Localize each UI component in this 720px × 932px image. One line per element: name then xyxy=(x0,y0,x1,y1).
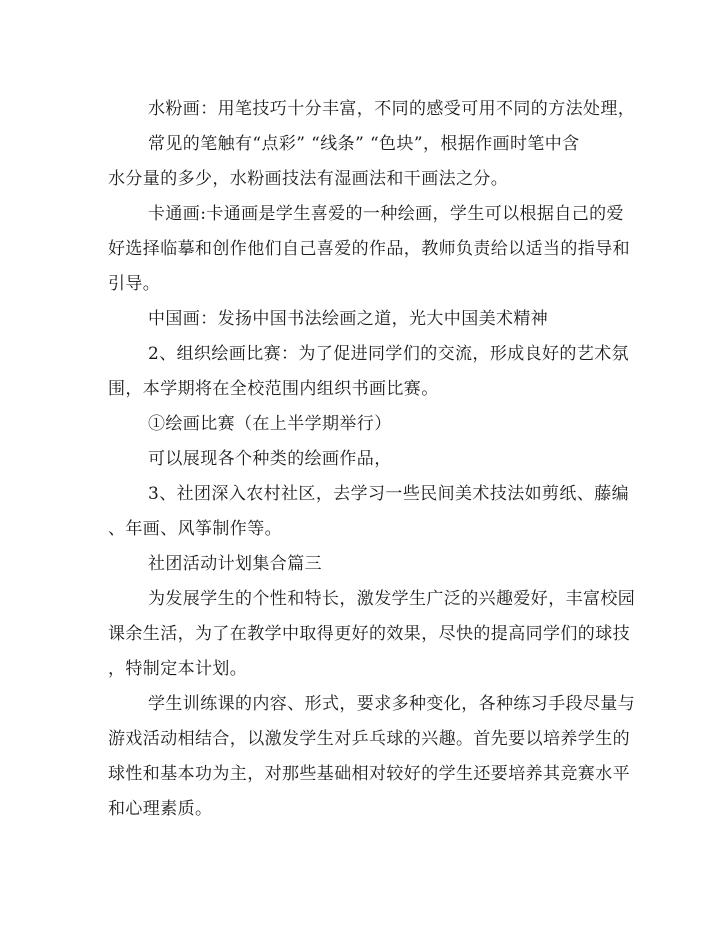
text-line: 3、社团深入农村社区，去学习一些民间美术技法如剪纸、藤编 xyxy=(148,484,630,504)
text-line: 卡通画:卡通画是学生喜爱的一种绘画，学生可以根据自己的爱 xyxy=(148,204,624,224)
text-line: 学生训练课的内容、形式，要求多种变化，各种练习手段尽量与 xyxy=(148,694,636,714)
text-line: 2、组织绘画比赛：为了促进同学们的交流，形成良好的艺术氛 xyxy=(148,344,630,364)
text-line: 可以展现各个种类的绘画作品， xyxy=(148,449,392,469)
text-line: 和心理素质。 xyxy=(108,799,213,819)
text-line: 水粉画：用笔技巧十分丰富，不同的感受可用不同的方法处理， xyxy=(148,99,636,119)
text-line: 课余生活，为了在教学中取得更好的效果，尽快的提高同学们的球技 xyxy=(108,624,630,644)
text-line: ，特制定本计划。 xyxy=(108,659,248,679)
text-line: 围，本学期将在全校范围内组织书画比赛。 xyxy=(108,379,439,399)
section-heading: 社团活动计划集合篇三 xyxy=(148,554,322,574)
text-line: ①绘画比赛（在上半学期举行） xyxy=(148,414,392,434)
text-line: 引导。 xyxy=(108,274,161,294)
text-line: 、年画、风筝制作等。 xyxy=(108,519,282,539)
text-line: 游戏活动相结合，以激发学生对乒乓球的兴趣。首先要以培养学生的 xyxy=(108,729,630,749)
text-line: 球性和基本功为主，对那些基础相对较好的学生还要培养其竞赛水平 xyxy=(108,764,630,784)
text-line: 中国画：发扬中国书法绘画之道，光大中国美术精神 xyxy=(148,309,549,329)
text-line: 为发展学生的个性和特长，激发学生广泛的兴趣爱好，丰富校园 xyxy=(148,589,636,609)
text-line: 好选择临摹和创作他们自己喜爱的作品，教师负责给以适当的指导和 xyxy=(108,239,630,259)
text-line: 水分量的多少，水粉画技法有湿画法和干画法之分。 xyxy=(108,169,509,189)
text-line: 常见的笔触有“点彩” “线条” “色块”，根据作画时笔中含 xyxy=(148,134,580,154)
